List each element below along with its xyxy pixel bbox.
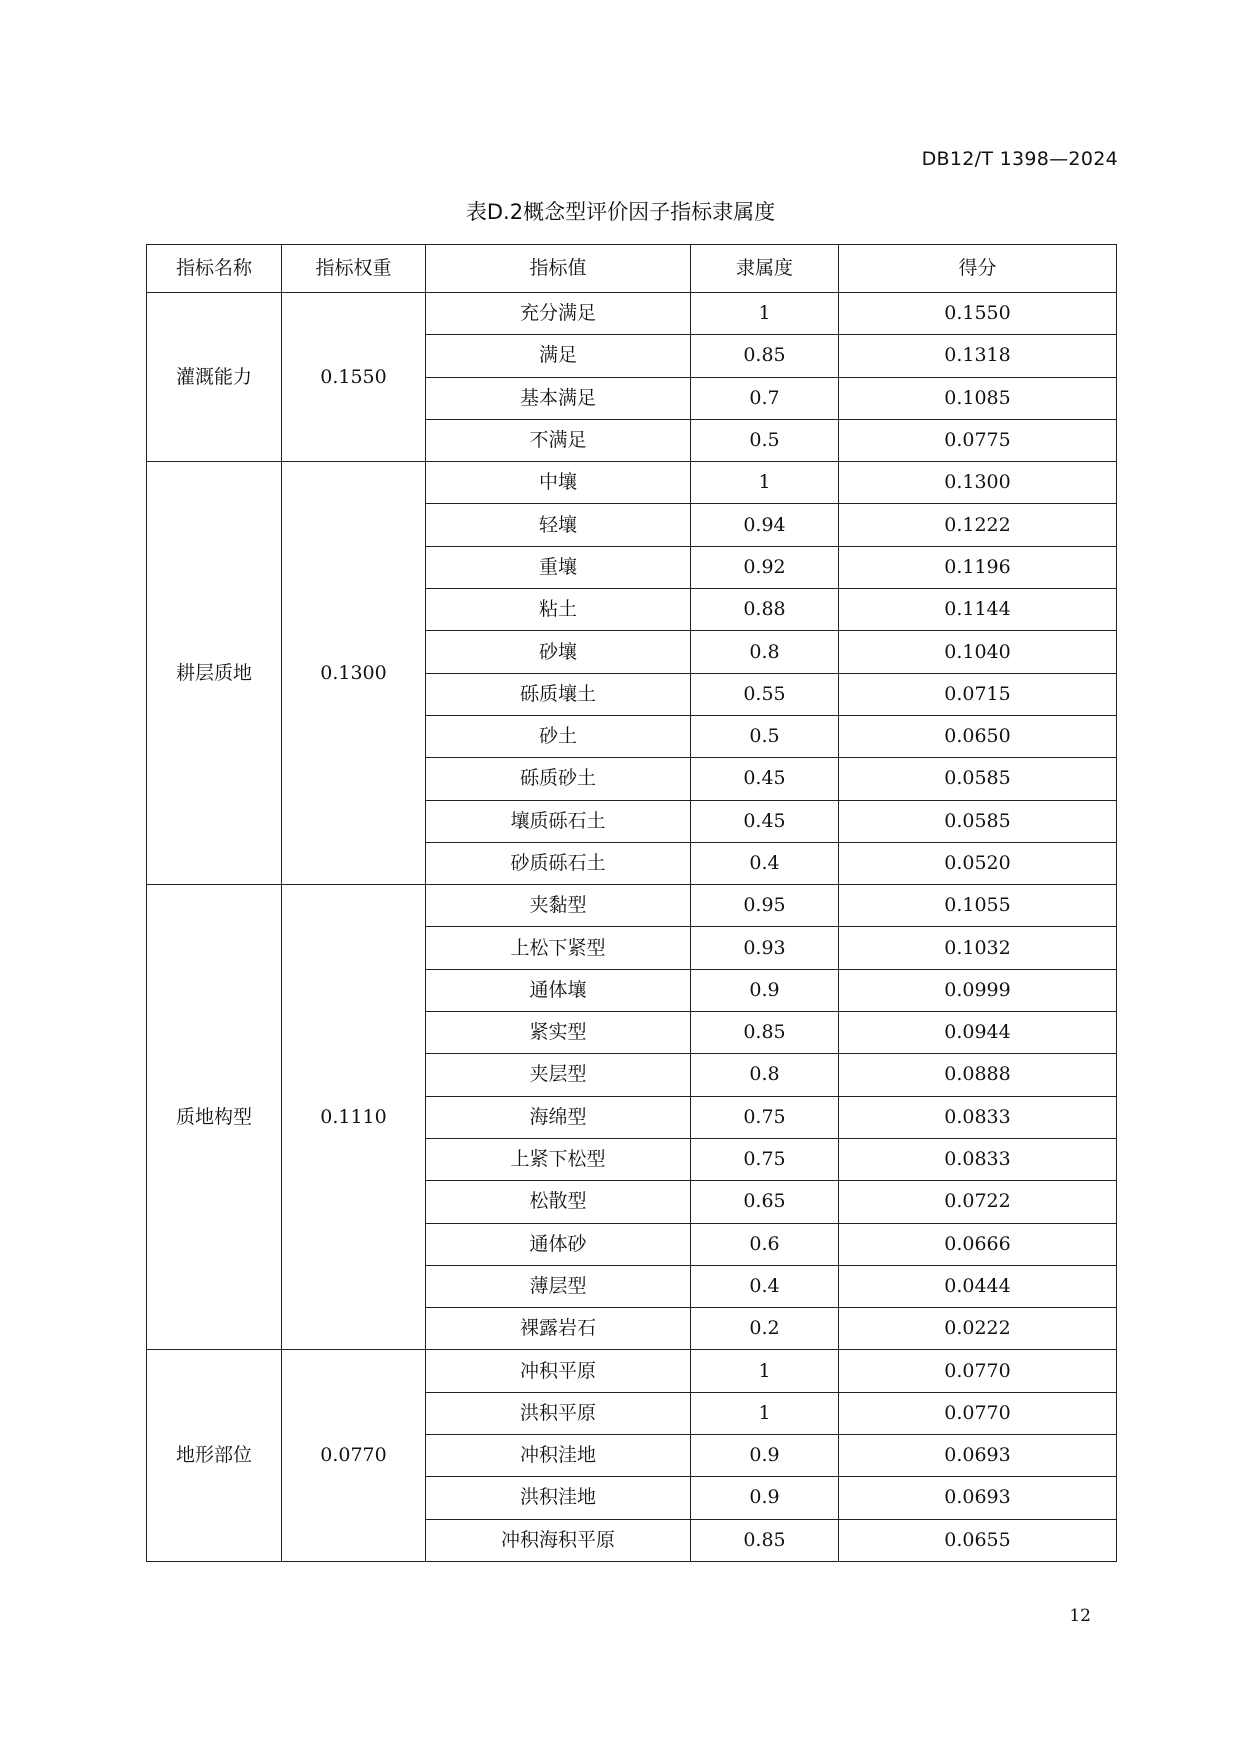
table-header: [147, 245, 1117, 293]
column-header-membership: 隶属度: [691, 245, 839, 293]
score-cell: 0.0650: [839, 715, 1117, 757]
table-row: [147, 293, 1117, 335]
score-cell: 0.0520: [839, 842, 1117, 884]
score-cell: 0.0444: [839, 1265, 1117, 1307]
indicator-value-cell: 砾质壤土: [426, 673, 691, 715]
indicator-value-cell: 基本满足: [426, 377, 691, 419]
membership-table: [146, 244, 1117, 1562]
indicator-value-cell: 松散型: [426, 1181, 691, 1223]
score-cell: 0.1040: [839, 631, 1117, 673]
score-cell: 0.0833: [839, 1138, 1117, 1180]
score-cell: 0.1085: [839, 377, 1117, 419]
score-cell: 0.1144: [839, 589, 1117, 631]
score-cell: 0.0693: [839, 1477, 1117, 1519]
membership-cell: 0.45: [691, 800, 839, 842]
indicator-name-cell: 耕层质地: [147, 462, 282, 885]
membership-cell: 0.4: [691, 1265, 839, 1307]
document-id: DB12/T 1398—2024: [921, 148, 1118, 170]
table-row: [147, 462, 1117, 504]
score-cell: 0.0833: [839, 1096, 1117, 1138]
membership-cell: 0.8: [691, 1054, 839, 1096]
indicator-value-cell: 重壤: [426, 546, 691, 588]
column-header-score: 得分: [839, 245, 1117, 293]
membership-cell: 0.85: [691, 1519, 839, 1561]
indicator-weight-cell: 0.1550: [282, 293, 426, 462]
table-caption: 表D.2概念型评价因子指标隶属度: [465, 200, 776, 224]
membership-cell: 0.85: [691, 335, 839, 377]
indicator-value-cell: 夹黏型: [426, 885, 691, 927]
score-cell: 0.1318: [839, 335, 1117, 377]
table-row: [147, 1350, 1117, 1392]
score-cell: 0.0693: [839, 1435, 1117, 1477]
score-cell: 0.0770: [839, 1392, 1117, 1434]
indicator-value-cell: 粘土: [426, 589, 691, 631]
score-cell: 0.0655: [839, 1519, 1117, 1561]
indicator-value-cell: 中壤: [426, 462, 691, 504]
indicator-value-cell: 洪积洼地: [426, 1477, 691, 1519]
membership-cell: 0.55: [691, 673, 839, 715]
indicator-value-cell: 砂质砾石土: [426, 842, 691, 884]
score-cell: 0.1550: [839, 293, 1117, 335]
membership-cell: 0.75: [691, 1096, 839, 1138]
membership-cell: 0.5: [691, 715, 839, 757]
score-cell: 0.0999: [839, 969, 1117, 1011]
indicator-value-cell: 满足: [426, 335, 691, 377]
indicator-value-cell: 裸露岩石: [426, 1308, 691, 1350]
indicator-weight-cell: 0.1110: [282, 885, 426, 1350]
membership-cell: 0.93: [691, 927, 839, 969]
score-cell: 0.1300: [839, 462, 1117, 504]
header-row: [147, 245, 1117, 293]
indicator-value-cell: 上紧下松型: [426, 1138, 691, 1180]
membership-cell: 0.45: [691, 758, 839, 800]
membership-cell: 0.6: [691, 1223, 839, 1265]
column-header-indicator-name: 指标名称: [147, 245, 282, 293]
score-cell: 0.0770: [839, 1350, 1117, 1392]
membership-cell: 0.65: [691, 1181, 839, 1223]
membership-cell: 0.95: [691, 885, 839, 927]
column-header-indicator-value: 指标值: [426, 245, 691, 293]
indicator-value-cell: 冲积平原: [426, 1350, 691, 1392]
membership-cell: 1: [691, 1392, 839, 1434]
indicator-value-cell: 上松下紧型: [426, 927, 691, 969]
membership-cell: 0.75: [691, 1138, 839, 1180]
table-body: [147, 293, 1117, 1562]
indicator-value-cell: 紧实型: [426, 1012, 691, 1054]
score-cell: 0.0775: [839, 419, 1117, 461]
membership-cell: 0.8: [691, 631, 839, 673]
membership-cell: 0.9: [691, 969, 839, 1011]
indicator-value-cell: 夹层型: [426, 1054, 691, 1096]
membership-cell: 0.88: [691, 589, 839, 631]
membership-cell: 0.2: [691, 1308, 839, 1350]
indicator-name-cell: 地形部位: [147, 1350, 282, 1561]
indicator-value-cell: 不满足: [426, 419, 691, 461]
indicator-value-cell: 壤质砾石土: [426, 800, 691, 842]
membership-cell: 0.5: [691, 419, 839, 461]
indicator-value-cell: 砾质砂土: [426, 758, 691, 800]
indicator-weight-cell: 0.1300: [282, 462, 426, 885]
indicator-value-cell: 充分满足: [426, 293, 691, 335]
indicator-name-cell: 灌溉能力: [147, 293, 282, 462]
indicator-weight-cell: 0.0770: [282, 1350, 426, 1561]
score-cell: 0.1222: [839, 504, 1117, 546]
score-cell: 0.0222: [839, 1308, 1117, 1350]
membership-cell: 0.7: [691, 377, 839, 419]
score-cell: 0.1032: [839, 927, 1117, 969]
score-cell: 0.1196: [839, 546, 1117, 588]
membership-cell: 0.92: [691, 546, 839, 588]
indicator-value-cell: 海绵型: [426, 1096, 691, 1138]
score-cell: 0.0888: [839, 1054, 1117, 1096]
score-cell: 0.0944: [839, 1012, 1117, 1054]
membership-cell: 1: [691, 293, 839, 335]
score-cell: 0.0715: [839, 673, 1117, 715]
column-header-indicator-weight: 指标权重: [282, 245, 426, 293]
indicator-name-cell: 质地构型: [147, 885, 282, 1350]
indicator-value-cell: 砂土: [426, 715, 691, 757]
score-cell: 0.0666: [839, 1223, 1117, 1265]
indicator-value-cell: 砂壤: [426, 631, 691, 673]
score-cell: 0.0722: [839, 1181, 1117, 1223]
membership-cell: 1: [691, 1350, 839, 1392]
membership-cell: 0.85: [691, 1012, 839, 1054]
table-row: [147, 885, 1117, 927]
score-cell: 0.1055: [839, 885, 1117, 927]
indicator-value-cell: 冲积海积平原: [426, 1519, 691, 1561]
indicator-value-cell: 薄层型: [426, 1265, 691, 1307]
page-number: 12: [1069, 1606, 1091, 1626]
indicator-value-cell: 轻壤: [426, 504, 691, 546]
membership-cell: 0.9: [691, 1477, 839, 1519]
indicator-value-cell: 通体壤: [426, 969, 691, 1011]
membership-cell: 1: [691, 462, 839, 504]
membership-cell: 0.9: [691, 1435, 839, 1477]
score-cell: 0.0585: [839, 800, 1117, 842]
indicator-value-cell: 冲积洼地: [426, 1435, 691, 1477]
membership-cell: 0.94: [691, 504, 839, 546]
membership-cell: 0.4: [691, 842, 839, 884]
indicator-value-cell: 洪积平原: [426, 1392, 691, 1434]
score-cell: 0.0585: [839, 758, 1117, 800]
indicator-value-cell: 通体砂: [426, 1223, 691, 1265]
